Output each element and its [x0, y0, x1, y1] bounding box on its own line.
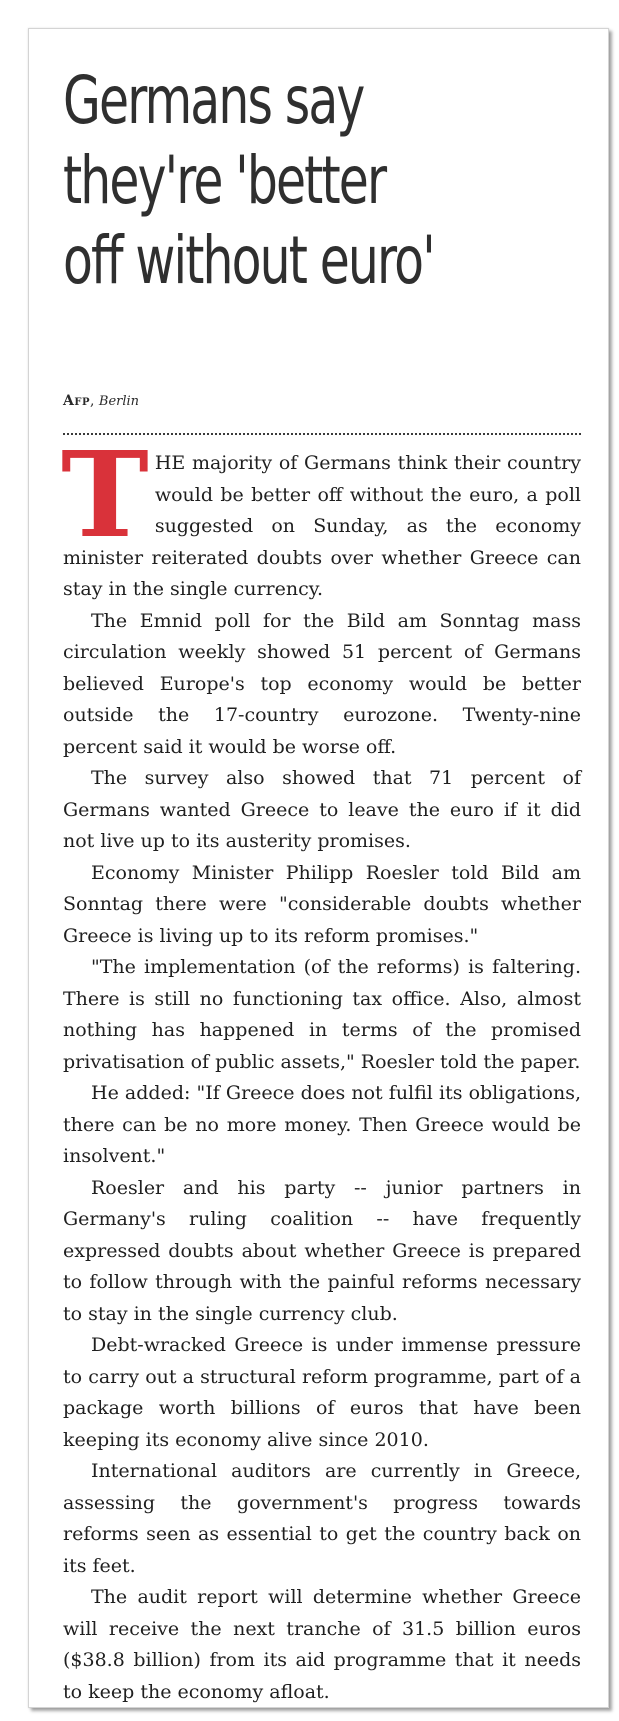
- lead-paragraph-text: HE majority of Germans think their country would be better off without the euro, a poll suggested on Sunday, as the economy minister reiterated doubts over whether Greece can stay in the single currency.: [63, 452, 581, 600]
- lead-paragraph: [61, 425, 581, 606]
- body-paragraph: He added: "If Greece does not fulfil its obligations, there can be no more money. Then Greece would be insolvent.": [63, 1082, 581, 1167]
- drop-cap: T: [61, 425, 149, 564]
- headline-line: Germans say: [63, 62, 364, 139]
- body-paragraph: Economy Minister Philipp Roesler told Bild am Sonntag there were "considerable doubts whether Greece is living up to its reform promises.": [63, 861, 581, 947]
- body-paragraph: "The implementation (of the reforms) is faltering. There is still no functioning tax office. Also, almost nothing has happened in terms of the promised privatisation of public assets," Roesler told the paper.: [63, 956, 581, 1073]
- byline: [63, 393, 139, 409]
- headline: [63, 61, 455, 301]
- headline-line: off without euro': [63, 222, 434, 299]
- byline-city: Berlin: [98, 394, 140, 409]
- body-paragraph: The Emnid poll for the Bild am Sonntag mass circulation weekly showed 51 percent of Germans believed Europe's top economy would be better outside the 17-country eurozone. Twenty-nine percent said it would be worse off.: [63, 609, 581, 758]
- byline-agency: Afp: [63, 393, 90, 409]
- body-paragraph: Debt-wracked Greece is under immense pressure to carry out a structural reform programme, part of a package worth billions of euros that have been keeping its economy alive since 2010.: [63, 1334, 581, 1451]
- headline-line: they're 'better: [63, 142, 386, 219]
- article-body: [61, 425, 581, 1708]
- body-paragraph: The survey also showed that 71 percent of Germans wanted Greece to leave the euro if it did not live up to its austerity promises.: [63, 767, 581, 852]
- byline-separator: ,: [89, 393, 95, 409]
- body-paragraph: International auditors are currently in Greece, assessing the government's progress towards reforms seen as essential to get the country back on its feet.: [63, 1460, 581, 1577]
- body-paragraph: The audit report will determine whether Greece will receive the next tranche of 31.5 billion euros ($38.8 billion) from its aid programme that it needs to keep the economy afloat.: [63, 1586, 581, 1703]
- body-paragraph: Roesler and his party -- junior partners in Germany's ruling coalition -- have frequently expressed doubts about whether Greece is prepared to follow through with the painful reforms necessary to stay in the single currency club.: [63, 1176, 581, 1325]
- newspaper-clipping: [28, 28, 609, 1708]
